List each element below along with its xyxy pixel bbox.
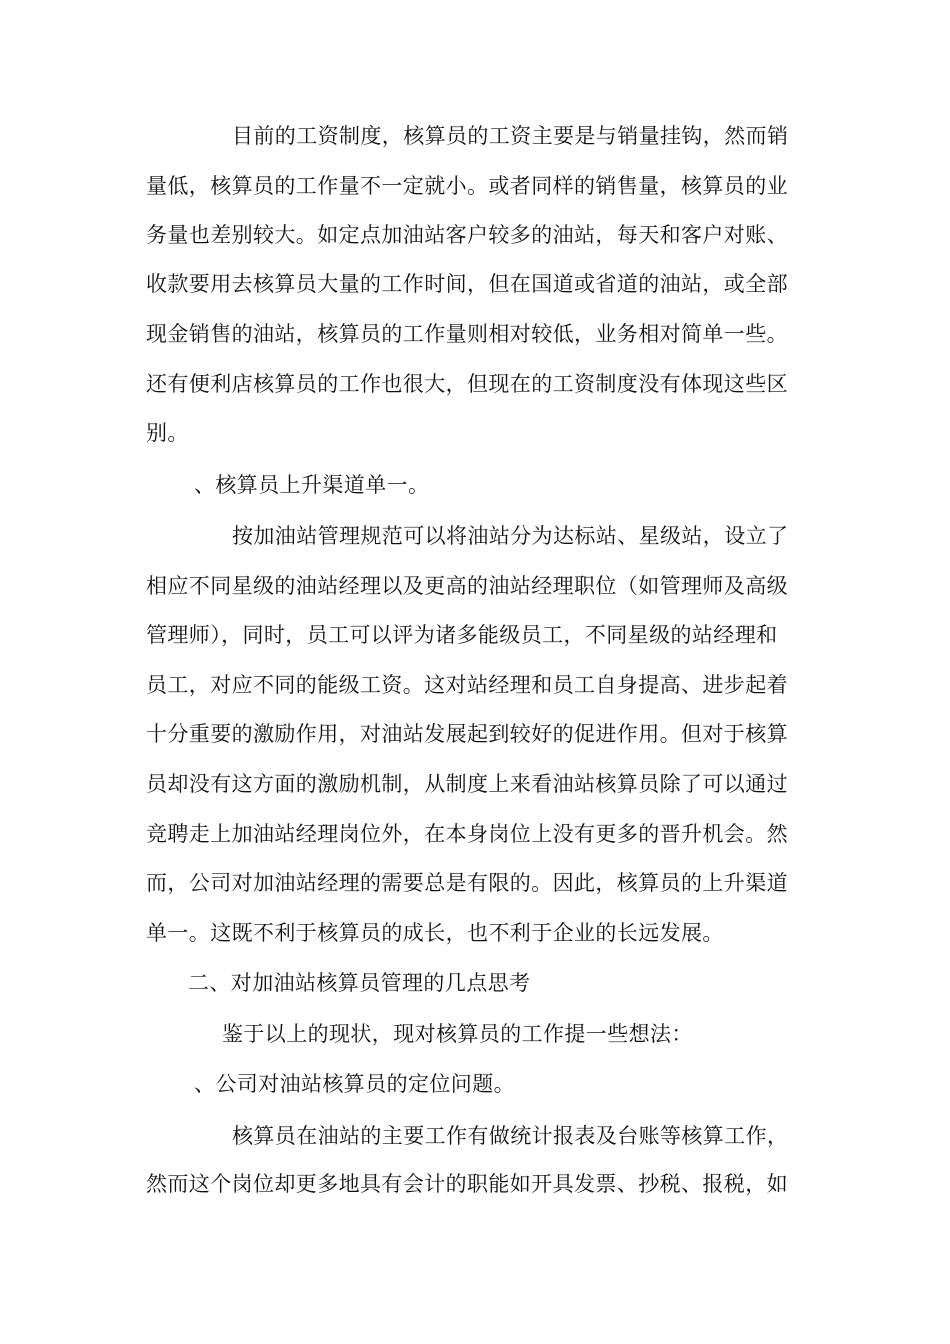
paragraph-line: 现金销售的油站，核算员的工作量则相对较低，业务相对简单一些。 bbox=[146, 322, 788, 346]
section-heading: 、核算员上升渠道单一。 bbox=[194, 473, 430, 497]
paragraph-line: 按加油站管理规范可以将油站分为达标站、星级站，设立了 bbox=[232, 524, 789, 548]
paragraph-line: 目前的工资制度，核算员的工资主要是与销量挂钩，然而销 bbox=[232, 124, 789, 148]
section-heading: 、公司对油站核算员的定位问题。 bbox=[194, 1072, 515, 1096]
paragraph-line: 鉴于以上的现状，现对核算员的工作提一些想法： bbox=[222, 1022, 693, 1046]
paragraph-line: 十分重要的激励作用，对油站发展起到较好的促进作用。但对于核算 bbox=[146, 722, 788, 746]
paragraph-line: 然而这个岗位却更多地具有会计的职能如开具发票、抄税、报税，如 bbox=[146, 1172, 788, 1196]
paragraph-line: 而，公司对加油站经理的需要总是有限的。因此，核算员的上升渠道 bbox=[146, 871, 788, 895]
paragraph-line: 相应不同星级的油站经理以及更高的油站经理职位（如管理师及高级 bbox=[146, 574, 788, 598]
paragraph-line: 员却没有这方面的激励机制，从制度上来看油站核算员除了可以通过 bbox=[146, 772, 788, 796]
section-heading: 二、对加油站核算员管理的几点思考 bbox=[188, 971, 531, 995]
paragraph-line: 收款要用去核算员大量的工作时间，但在国道或省道的油站，或全部 bbox=[146, 272, 788, 296]
paragraph-line: 员工，对应不同的能级工资。这对站经理和员工自身提高、进步起着 bbox=[146, 673, 788, 697]
paragraph-line: 还有便利店核算员的工作也很大，但现在的工资制度没有体现这些区 bbox=[146, 372, 788, 396]
paragraph-line: 量低，核算员的工作量不一定就小。或者同样的销售量，核算员的业 bbox=[146, 174, 788, 198]
paragraph-line: 单一。这既不利于核算员的成长，也不利于企业的长远发展。 bbox=[146, 921, 724, 945]
paragraph-line: 竞聘走上加油站经理岗位外，在本身岗位上没有更多的晋升机会。然 bbox=[146, 822, 788, 846]
paragraph-line: 管理师），同时，员工可以评为诸多能级员工，不同星级的站经理和 bbox=[146, 623, 778, 647]
paragraph-line: 务量也差别较大。如定点加油站客户较多的油站，每天和客户对账、 bbox=[146, 223, 788, 247]
paragraph-line: 核算员在油站的主要工作有做统计报表及台账等核算工作， bbox=[232, 1124, 789, 1148]
paragraph-line: 别。 bbox=[146, 421, 189, 445]
